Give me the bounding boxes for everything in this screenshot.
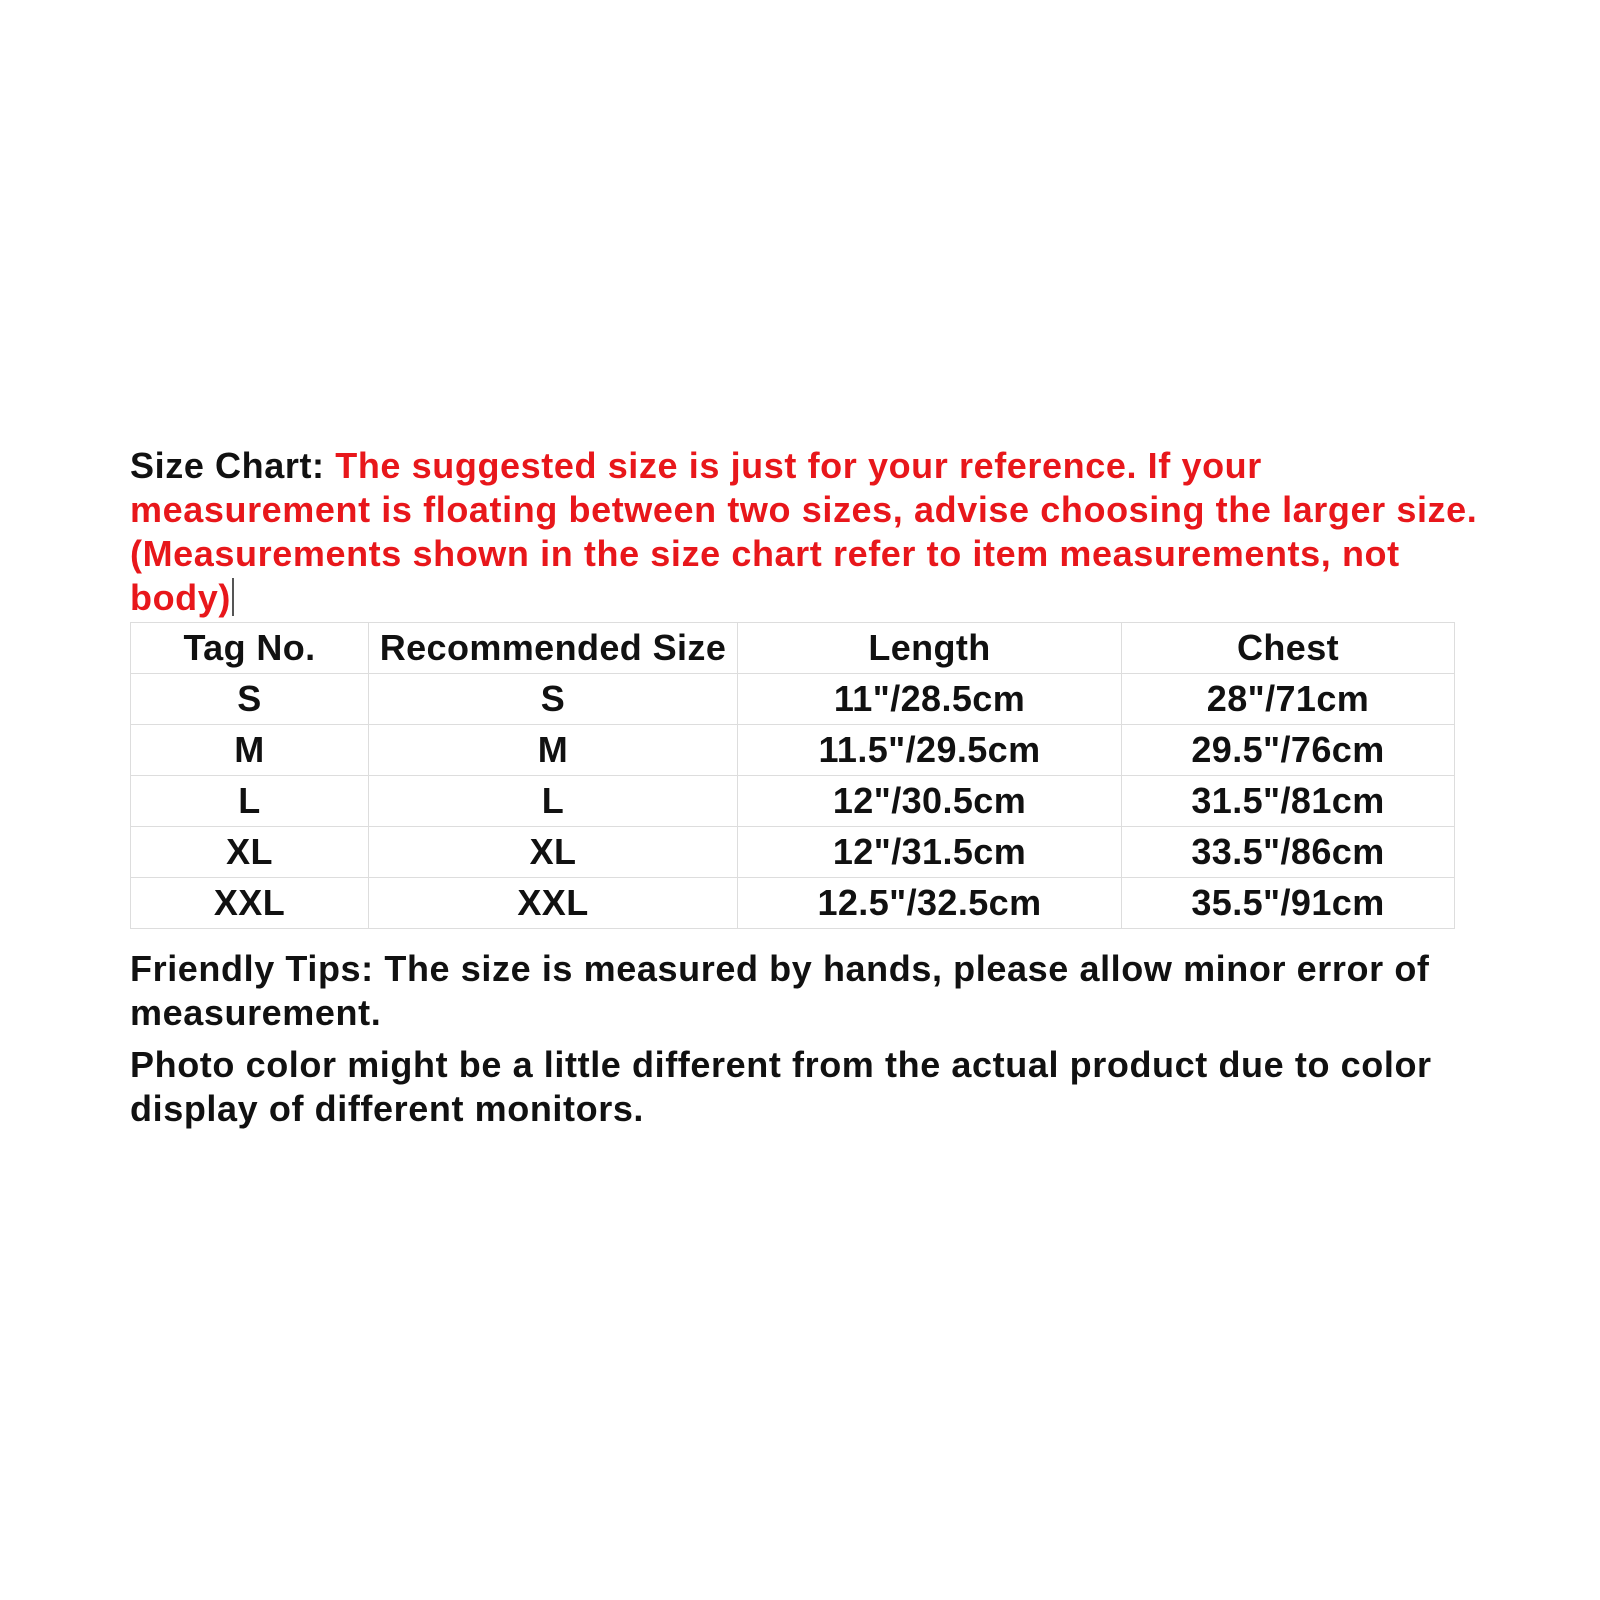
table-row [131,878,1455,929]
cell-recommended-size: XXL [369,878,738,929]
cell-tag-no: M [131,725,369,776]
cell-length: 12.5"/32.5cm [738,878,1122,929]
size-chart-label: Size Chart: [130,445,325,486]
size-table [130,622,1455,929]
header-length: Length [738,623,1122,674]
cell-recommended-size: S [369,674,738,725]
header-chest: Chest [1122,623,1455,674]
table-row [131,674,1455,725]
cell-tag-no: XXL [131,878,369,929]
cell-length: 12"/31.5cm [738,827,1122,878]
table-header-row [131,623,1455,674]
cell-length: 11"/28.5cm [738,674,1122,725]
header-tag-no: Tag No. [131,623,369,674]
table-row [131,776,1455,827]
tips-section [130,947,1500,1131]
table-row [131,725,1455,776]
cell-tag-no: XL [131,827,369,878]
text-cursor [232,578,234,616]
cell-chest: 33.5"/86cm [1122,827,1455,878]
cell-tag-no: S [131,674,369,725]
size-chart-document [130,444,1500,1139]
size-chart-intro [130,444,1500,620]
cell-tag-no: L [131,776,369,827]
cell-chest: 28"/71cm [1122,674,1455,725]
cell-chest: 29.5"/76cm [1122,725,1455,776]
table-row [131,827,1455,878]
cell-chest: 35.5"/91cm [1122,878,1455,929]
header-recommended-size: Recommended Size [369,623,738,674]
cell-recommended-size: XL [369,827,738,878]
cell-chest: 31.5"/81cm [1122,776,1455,827]
cell-length: 11.5"/29.5cm [738,725,1122,776]
cell-recommended-size: M [369,725,738,776]
cell-recommended-size: L [369,776,738,827]
size-chart-note: The suggested size is just for your reference. If your measurement is floating between two sizes, advise choosing the larger size. (Measurements shown in the size chart refer to item measurements, not body) [130,445,1478,618]
photo-color-note: Photo color might be a little different from the actual product due to color display of different monitors. [130,1044,1432,1129]
friendly-tips: Friendly Tips: The size is measured by hands, please allow minor error of measurement. [130,948,1430,1033]
cell-length: 12"/30.5cm [738,776,1122,827]
